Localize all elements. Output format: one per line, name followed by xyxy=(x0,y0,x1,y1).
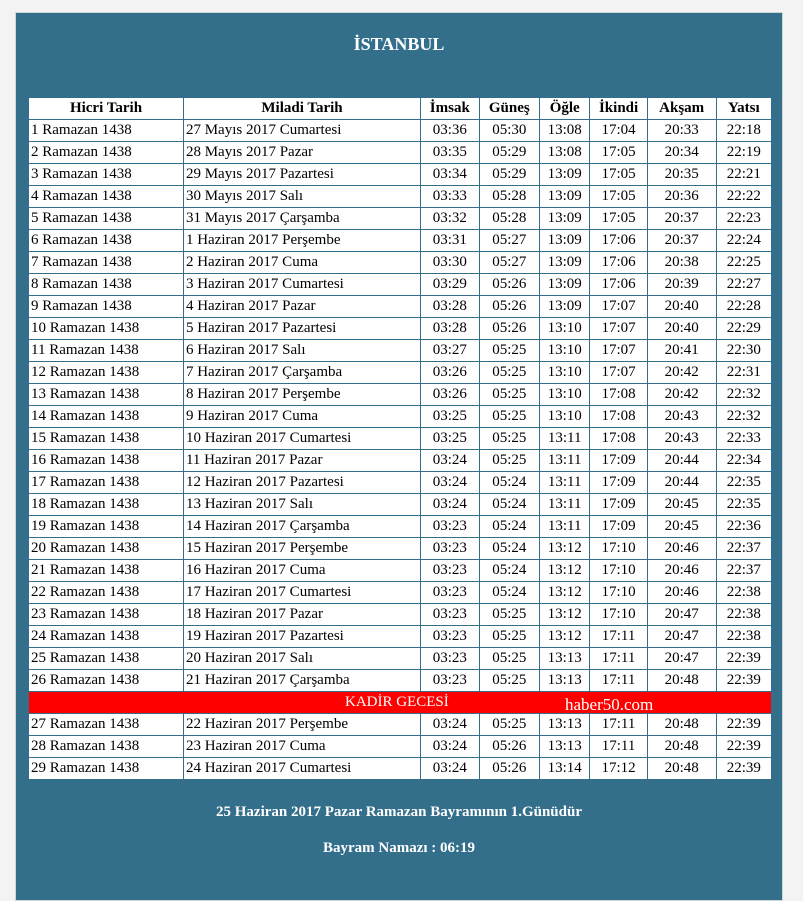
table-row xyxy=(29,450,771,471)
ogle-time: 13:10 xyxy=(540,340,589,361)
yatsi-time: 22:38 xyxy=(717,626,771,647)
miladi-date: 22 Haziran 2017 Perşembe xyxy=(184,714,420,735)
city-title: İSTANBUL xyxy=(353,34,445,54)
gunes-time: 05:25 xyxy=(480,648,540,669)
yatsi-time: 22:21 xyxy=(717,164,771,185)
gunes-time: 05:26 xyxy=(480,318,540,339)
hicri-date: 8 Ramazan 1438 xyxy=(29,274,183,295)
imsak-time: 03:32 xyxy=(421,208,478,229)
table-row xyxy=(29,736,771,757)
hicri-date: 26 Ramazan 1438 xyxy=(29,670,183,691)
miladi-date: 4 Haziran 2017 Pazar xyxy=(184,296,420,317)
gunes-time: 05:26 xyxy=(480,736,540,757)
gunes-time: 05:25 xyxy=(480,384,540,405)
yatsi-time: 22:34 xyxy=(717,450,771,471)
ikindi-time: 17:10 xyxy=(590,582,646,603)
aksam-time: 20:40 xyxy=(648,318,716,339)
gunes-time: 05:24 xyxy=(480,538,540,559)
aksam-time: 20:46 xyxy=(648,560,716,581)
ogle-time: 13:10 xyxy=(540,318,589,339)
yatsi-time: 22:38 xyxy=(717,582,771,603)
aksam-time: 20:45 xyxy=(648,494,716,515)
table-row xyxy=(29,582,771,603)
miladi-date: 29 Mayıs 2017 Pazartesi xyxy=(184,164,420,185)
imsak-time: 03:31 xyxy=(421,230,478,251)
table-header-row xyxy=(29,98,771,119)
gunes-time: 05:26 xyxy=(480,758,540,779)
aksam-time: 20:47 xyxy=(648,626,716,647)
imsak-time: 03:24 xyxy=(421,472,478,493)
yatsi-time: 22:33 xyxy=(717,428,771,449)
miladi-date: 28 Mayıs 2017 Pazar xyxy=(184,142,420,163)
bayram-note: 25 Haziran 2017 Pazar Ramazan Bayramının 1.Günüdür xyxy=(216,804,582,820)
ikindi-time: 17:05 xyxy=(590,186,646,207)
ogle-time: 13:12 xyxy=(540,560,589,581)
miladi-date: 16 Haziran 2017 Cuma xyxy=(184,560,420,581)
miladi-date: 13 Haziran 2017 Salı xyxy=(184,494,420,515)
kadir-gecesi-row xyxy=(29,692,771,713)
ikindi-time: 17:05 xyxy=(590,208,646,229)
gunes-time: 05:29 xyxy=(480,142,540,163)
table-row xyxy=(29,296,771,317)
imsak-time: 03:23 xyxy=(421,560,478,581)
imsak-time: 03:24 xyxy=(421,736,478,757)
yatsi-time: 22:39 xyxy=(717,670,771,691)
gunes-time: 05:24 xyxy=(480,560,540,581)
hicri-date: 16 Ramazan 1438 xyxy=(29,450,183,471)
ogle-time: 13:13 xyxy=(540,648,589,669)
imsak-time: 03:35 xyxy=(421,142,478,163)
yatsi-time: 22:39 xyxy=(717,648,771,669)
table-row xyxy=(29,208,771,229)
hicri-date: 11 Ramazan 1438 xyxy=(29,340,183,361)
imsak-time: 03:30 xyxy=(421,252,478,273)
imsak-time: 03:23 xyxy=(421,516,478,537)
imsak-time: 03:23 xyxy=(421,604,478,625)
column-header: Hicri Tarih xyxy=(29,98,183,119)
hicri-date: 1 Ramazan 1438 xyxy=(29,120,183,141)
imsak-time: 03:28 xyxy=(421,318,478,339)
miladi-date: 5 Haziran 2017 Pazartesi xyxy=(184,318,420,339)
ikindi-time: 17:06 xyxy=(590,252,646,273)
miladi-date: 20 Haziran 2017 Salı xyxy=(184,648,420,669)
aksam-time: 20:48 xyxy=(648,758,716,779)
yatsi-time: 22:29 xyxy=(717,318,771,339)
table-row xyxy=(29,142,771,163)
aksam-time: 20:41 xyxy=(648,340,716,361)
aksam-time: 20:36 xyxy=(648,186,716,207)
yatsi-time: 22:18 xyxy=(717,120,771,141)
hicri-date: 20 Ramazan 1438 xyxy=(29,538,183,559)
ikindi-time: 17:06 xyxy=(590,274,646,295)
ogle-time: 13:11 xyxy=(540,516,589,537)
aksam-time: 20:42 xyxy=(648,362,716,383)
ogle-time: 13:13 xyxy=(540,714,589,735)
ogle-time: 13:11 xyxy=(540,494,589,515)
ogle-time: 13:09 xyxy=(540,274,589,295)
ogle-time: 13:09 xyxy=(540,208,589,229)
aksam-time: 20:44 xyxy=(648,472,716,493)
aksam-time: 20:35 xyxy=(648,164,716,185)
column-header: İkindi xyxy=(590,98,646,119)
table-row xyxy=(29,626,771,647)
aksam-time: 20:40 xyxy=(648,296,716,317)
hicri-date: 9 Ramazan 1438 xyxy=(29,296,183,317)
gunes-time: 05:24 xyxy=(480,516,540,537)
ikindi-time: 17:07 xyxy=(590,318,646,339)
miladi-date: 31 Mayıs 2017 Çarşamba xyxy=(184,208,420,229)
table-row xyxy=(29,164,771,185)
ogle-time: 13:12 xyxy=(540,582,589,603)
hicri-date: 22 Ramazan 1438 xyxy=(29,582,183,603)
hicri-date: 2 Ramazan 1438 xyxy=(29,142,183,163)
miladi-date: 19 Haziran 2017 Pazartesi xyxy=(184,626,420,647)
ogle-time: 13:09 xyxy=(540,252,589,273)
gunes-time: 05:25 xyxy=(480,626,540,647)
table-row xyxy=(29,274,771,295)
table-row xyxy=(29,714,771,735)
hicri-date: 25 Ramazan 1438 xyxy=(29,648,183,669)
ikindi-time: 17:10 xyxy=(590,604,646,625)
ogle-time: 13:08 xyxy=(540,142,589,163)
hicri-date: 15 Ramazan 1438 xyxy=(29,428,183,449)
schedule-panel xyxy=(15,12,783,901)
aksam-time: 20:44 xyxy=(648,450,716,471)
ogle-time: 13:10 xyxy=(540,384,589,405)
hicri-date: 7 Ramazan 1438 xyxy=(29,252,183,273)
ogle-time: 13:13 xyxy=(540,736,589,757)
table-row xyxy=(29,230,771,251)
yatsi-time: 22:31 xyxy=(717,362,771,383)
aksam-time: 20:48 xyxy=(648,736,716,757)
gunes-time: 05:24 xyxy=(480,472,540,493)
yatsi-time: 22:23 xyxy=(717,208,771,229)
imsak-time: 03:24 xyxy=(421,758,478,779)
aksam-time: 20:39 xyxy=(648,274,716,295)
ogle-time: 13:09 xyxy=(540,296,589,317)
ikindi-time: 17:09 xyxy=(590,472,646,493)
aksam-time: 20:48 xyxy=(648,670,716,691)
table-row xyxy=(29,362,771,383)
miladi-date: 18 Haziran 2017 Pazar xyxy=(184,604,420,625)
yatsi-time: 22:35 xyxy=(717,472,771,493)
yatsi-time: 22:37 xyxy=(717,538,771,559)
imsak-time: 03:23 xyxy=(421,538,478,559)
imsak-time: 03:33 xyxy=(421,186,478,207)
ogle-time: 13:09 xyxy=(540,186,589,207)
ogle-time: 13:12 xyxy=(540,626,589,647)
imsak-time: 03:24 xyxy=(421,450,478,471)
miladi-date: 2 Haziran 2017 Cuma xyxy=(184,252,420,273)
miladi-date: 30 Mayıs 2017 Salı xyxy=(184,186,420,207)
miladi-date: 14 Haziran 2017 Çarşamba xyxy=(184,516,420,537)
yatsi-time: 22:19 xyxy=(717,142,771,163)
hicri-date: 12 Ramazan 1438 xyxy=(29,362,183,383)
gunes-time: 05:28 xyxy=(480,208,540,229)
table-row xyxy=(29,538,771,559)
miladi-date: 3 Haziran 2017 Cumartesi xyxy=(184,274,420,295)
imsak-time: 03:26 xyxy=(421,362,478,383)
gunes-time: 05:30 xyxy=(480,120,540,141)
table-row xyxy=(29,428,771,449)
hicri-date: 6 Ramazan 1438 xyxy=(29,230,183,251)
gunes-time: 05:25 xyxy=(480,340,540,361)
imsak-time: 03:23 xyxy=(421,670,478,691)
hicri-date: 29 Ramazan 1438 xyxy=(29,758,183,779)
miladi-date: 21 Haziran 2017 Çarşamba xyxy=(184,670,420,691)
column-header: Öğle xyxy=(540,98,589,119)
site-watermark: haber50.com xyxy=(565,695,654,713)
table-row xyxy=(29,120,771,141)
yatsi-time: 22:37 xyxy=(717,560,771,581)
ikindi-time: 17:12 xyxy=(590,758,646,779)
ikindi-time: 17:09 xyxy=(590,516,646,537)
hicri-date: 13 Ramazan 1438 xyxy=(29,384,183,405)
table-row xyxy=(29,560,771,581)
column-header: Akşam xyxy=(648,98,716,119)
ikindi-time: 17:09 xyxy=(590,450,646,471)
yatsi-time: 22:28 xyxy=(717,296,771,317)
hicri-date: 23 Ramazan 1438 xyxy=(29,604,183,625)
gunes-time: 05:25 xyxy=(480,450,540,471)
ikindi-time: 17:04 xyxy=(590,120,646,141)
ikindi-time: 17:09 xyxy=(590,494,646,515)
ogle-time: 13:09 xyxy=(540,230,589,251)
ogle-time: 13:12 xyxy=(540,604,589,625)
miladi-date: 15 Haziran 2017 Perşembe xyxy=(184,538,420,559)
table-row xyxy=(29,406,771,427)
miladi-date: 1 Haziran 2017 Perşembe xyxy=(184,230,420,251)
table-row xyxy=(29,516,771,537)
ogle-time: 13:14 xyxy=(540,758,589,779)
imsak-time: 03:23 xyxy=(421,582,478,603)
miladi-date: 6 Haziran 2017 Salı xyxy=(184,340,420,361)
table-row xyxy=(29,186,771,207)
imsak-time: 03:23 xyxy=(421,626,478,647)
yatsi-time: 22:39 xyxy=(717,736,771,757)
yatsi-time: 22:39 xyxy=(717,758,771,779)
imsak-time: 03:36 xyxy=(421,120,478,141)
ikindi-time: 17:08 xyxy=(590,428,646,449)
column-header: Güneş xyxy=(480,98,540,119)
imsak-time: 03:27 xyxy=(421,340,478,361)
hicri-date: 18 Ramazan 1438 xyxy=(29,494,183,515)
hicri-date: 4 Ramazan 1438 xyxy=(29,186,183,207)
bayram-prayer-time: Bayram Namazı : 06:19 xyxy=(322,840,476,856)
hicri-date: 3 Ramazan 1438 xyxy=(29,164,183,185)
ikindi-time: 17:05 xyxy=(590,164,646,185)
hicri-date: 14 Ramazan 1438 xyxy=(29,406,183,427)
imsak-time: 03:26 xyxy=(421,384,478,405)
ikindi-time: 17:05 xyxy=(590,142,646,163)
table-row xyxy=(29,758,771,779)
imsak-time: 03:28 xyxy=(421,296,478,317)
ikindi-time: 17:06 xyxy=(590,230,646,251)
miladi-date: 11 Haziran 2017 Pazar xyxy=(184,450,420,471)
imsak-time: 03:34 xyxy=(421,164,478,185)
yatsi-time: 22:35 xyxy=(717,494,771,515)
aksam-time: 20:42 xyxy=(648,384,716,405)
ikindi-time: 17:07 xyxy=(590,362,646,383)
aksam-time: 20:33 xyxy=(648,120,716,141)
hicri-date: 27 Ramazan 1438 xyxy=(29,714,183,735)
hicri-date: 10 Ramazan 1438 xyxy=(29,318,183,339)
imsak-time: 03:25 xyxy=(421,428,478,449)
gunes-time: 05:26 xyxy=(480,296,540,317)
gunes-time: 05:27 xyxy=(480,252,540,273)
miladi-date: 10 Haziran 2017 Cumartesi xyxy=(184,428,420,449)
ogle-time: 13:11 xyxy=(540,428,589,449)
miladi-date: 7 Haziran 2017 Çarşamba xyxy=(184,362,420,383)
gunes-time: 05:25 xyxy=(480,714,540,735)
miladi-date: 23 Haziran 2017 Cuma xyxy=(184,736,420,757)
gunes-time: 05:25 xyxy=(480,604,540,625)
yatsi-time: 22:30 xyxy=(717,340,771,361)
ogle-time: 13:11 xyxy=(540,450,589,471)
miladi-date: 8 Haziran 2017 Perşembe xyxy=(184,384,420,405)
miladi-date: 27 Mayıs 2017 Cumartesi xyxy=(184,120,420,141)
yatsi-time: 22:39 xyxy=(717,714,771,735)
imsak-time: 03:24 xyxy=(421,714,478,735)
ogle-time: 13:12 xyxy=(540,538,589,559)
ikindi-time: 17:11 xyxy=(590,670,646,691)
gunes-time: 05:27 xyxy=(480,230,540,251)
table-row xyxy=(29,318,771,339)
hicri-date: 5 Ramazan 1438 xyxy=(29,208,183,229)
ikindi-time: 17:07 xyxy=(590,340,646,361)
gunes-time: 05:26 xyxy=(480,274,540,295)
aksam-time: 20:34 xyxy=(648,142,716,163)
gunes-time: 05:25 xyxy=(480,362,540,383)
table-body xyxy=(29,120,771,779)
kadir-gecesi-label: KADİR GECESİ xyxy=(345,694,449,710)
table-row xyxy=(29,670,771,691)
yatsi-time: 22:32 xyxy=(717,406,771,427)
table-row xyxy=(29,604,771,625)
gunes-time: 05:28 xyxy=(480,186,540,207)
yatsi-time: 22:36 xyxy=(717,516,771,537)
ikindi-time: 17:11 xyxy=(590,736,646,757)
ogle-time: 13:08 xyxy=(540,120,589,141)
gunes-time: 05:25 xyxy=(480,406,540,427)
ogle-time: 13:11 xyxy=(540,472,589,493)
miladi-date: 12 Haziran 2017 Pazartesi xyxy=(184,472,420,493)
column-header: İmsak xyxy=(421,98,478,119)
aksam-time: 20:45 xyxy=(648,516,716,537)
ikindi-time: 17:07 xyxy=(590,296,646,317)
ikindi-time: 17:08 xyxy=(590,406,646,427)
aksam-time: 20:46 xyxy=(648,538,716,559)
gunes-time: 05:25 xyxy=(480,428,540,449)
ogle-time: 13:13 xyxy=(540,670,589,691)
ogle-time: 13:10 xyxy=(540,362,589,383)
aksam-time: 20:37 xyxy=(648,208,716,229)
column-header: Yatsı xyxy=(717,98,771,119)
miladi-date: 9 Haziran 2017 Cuma xyxy=(184,406,420,427)
imsakiye-table xyxy=(28,97,772,780)
table-row xyxy=(29,472,771,493)
miladi-date: 17 Haziran 2017 Cumartesi xyxy=(184,582,420,603)
ikindi-time: 17:10 xyxy=(590,560,646,581)
kadir-gecesi-cell xyxy=(29,692,771,713)
aksam-time: 20:43 xyxy=(648,406,716,427)
imsak-time: 03:29 xyxy=(421,274,478,295)
yatsi-time: 22:38 xyxy=(717,604,771,625)
ikindi-time: 17:10 xyxy=(590,538,646,559)
table-row xyxy=(29,340,771,361)
yatsi-time: 22:25 xyxy=(717,252,771,273)
column-header: Miladi Tarih xyxy=(184,98,420,119)
aksam-time: 20:47 xyxy=(648,648,716,669)
ikindi-time: 17:11 xyxy=(590,626,646,647)
aksam-time: 20:43 xyxy=(648,428,716,449)
ogle-time: 13:09 xyxy=(540,164,589,185)
aksam-time: 20:38 xyxy=(648,252,716,273)
aksam-time: 20:47 xyxy=(648,604,716,625)
gunes-time: 05:24 xyxy=(480,582,540,603)
yatsi-time: 22:22 xyxy=(717,186,771,207)
aksam-time: 20:46 xyxy=(648,582,716,603)
hicri-date: 28 Ramazan 1438 xyxy=(29,736,183,757)
table-row xyxy=(29,648,771,669)
aksam-time: 20:48 xyxy=(648,714,716,735)
ogle-time: 13:10 xyxy=(540,406,589,427)
gunes-time: 05:24 xyxy=(480,494,540,515)
table-row xyxy=(29,252,771,273)
imsak-time: 03:25 xyxy=(421,406,478,427)
imsak-time: 03:23 xyxy=(421,648,478,669)
table-row xyxy=(29,384,771,405)
miladi-date: 24 Haziran 2017 Cumartesi xyxy=(184,758,420,779)
yatsi-time: 22:32 xyxy=(717,384,771,405)
hicri-date: 21 Ramazan 1438 xyxy=(29,560,183,581)
aksam-time: 20:37 xyxy=(648,230,716,251)
gunes-time: 05:25 xyxy=(480,670,540,691)
gunes-time: 05:29 xyxy=(480,164,540,185)
hicri-date: 24 Ramazan 1438 xyxy=(29,626,183,647)
hicri-date: 19 Ramazan 1438 xyxy=(29,516,183,537)
ikindi-time: 17:11 xyxy=(590,714,646,735)
table-row xyxy=(29,494,771,515)
yatsi-time: 22:27 xyxy=(717,274,771,295)
yatsi-time: 22:24 xyxy=(717,230,771,251)
ikindi-time: 17:08 xyxy=(590,384,646,405)
imsak-time: 03:24 xyxy=(421,494,478,515)
ikindi-time: 17:11 xyxy=(590,648,646,669)
hicri-date: 17 Ramazan 1438 xyxy=(29,472,183,493)
